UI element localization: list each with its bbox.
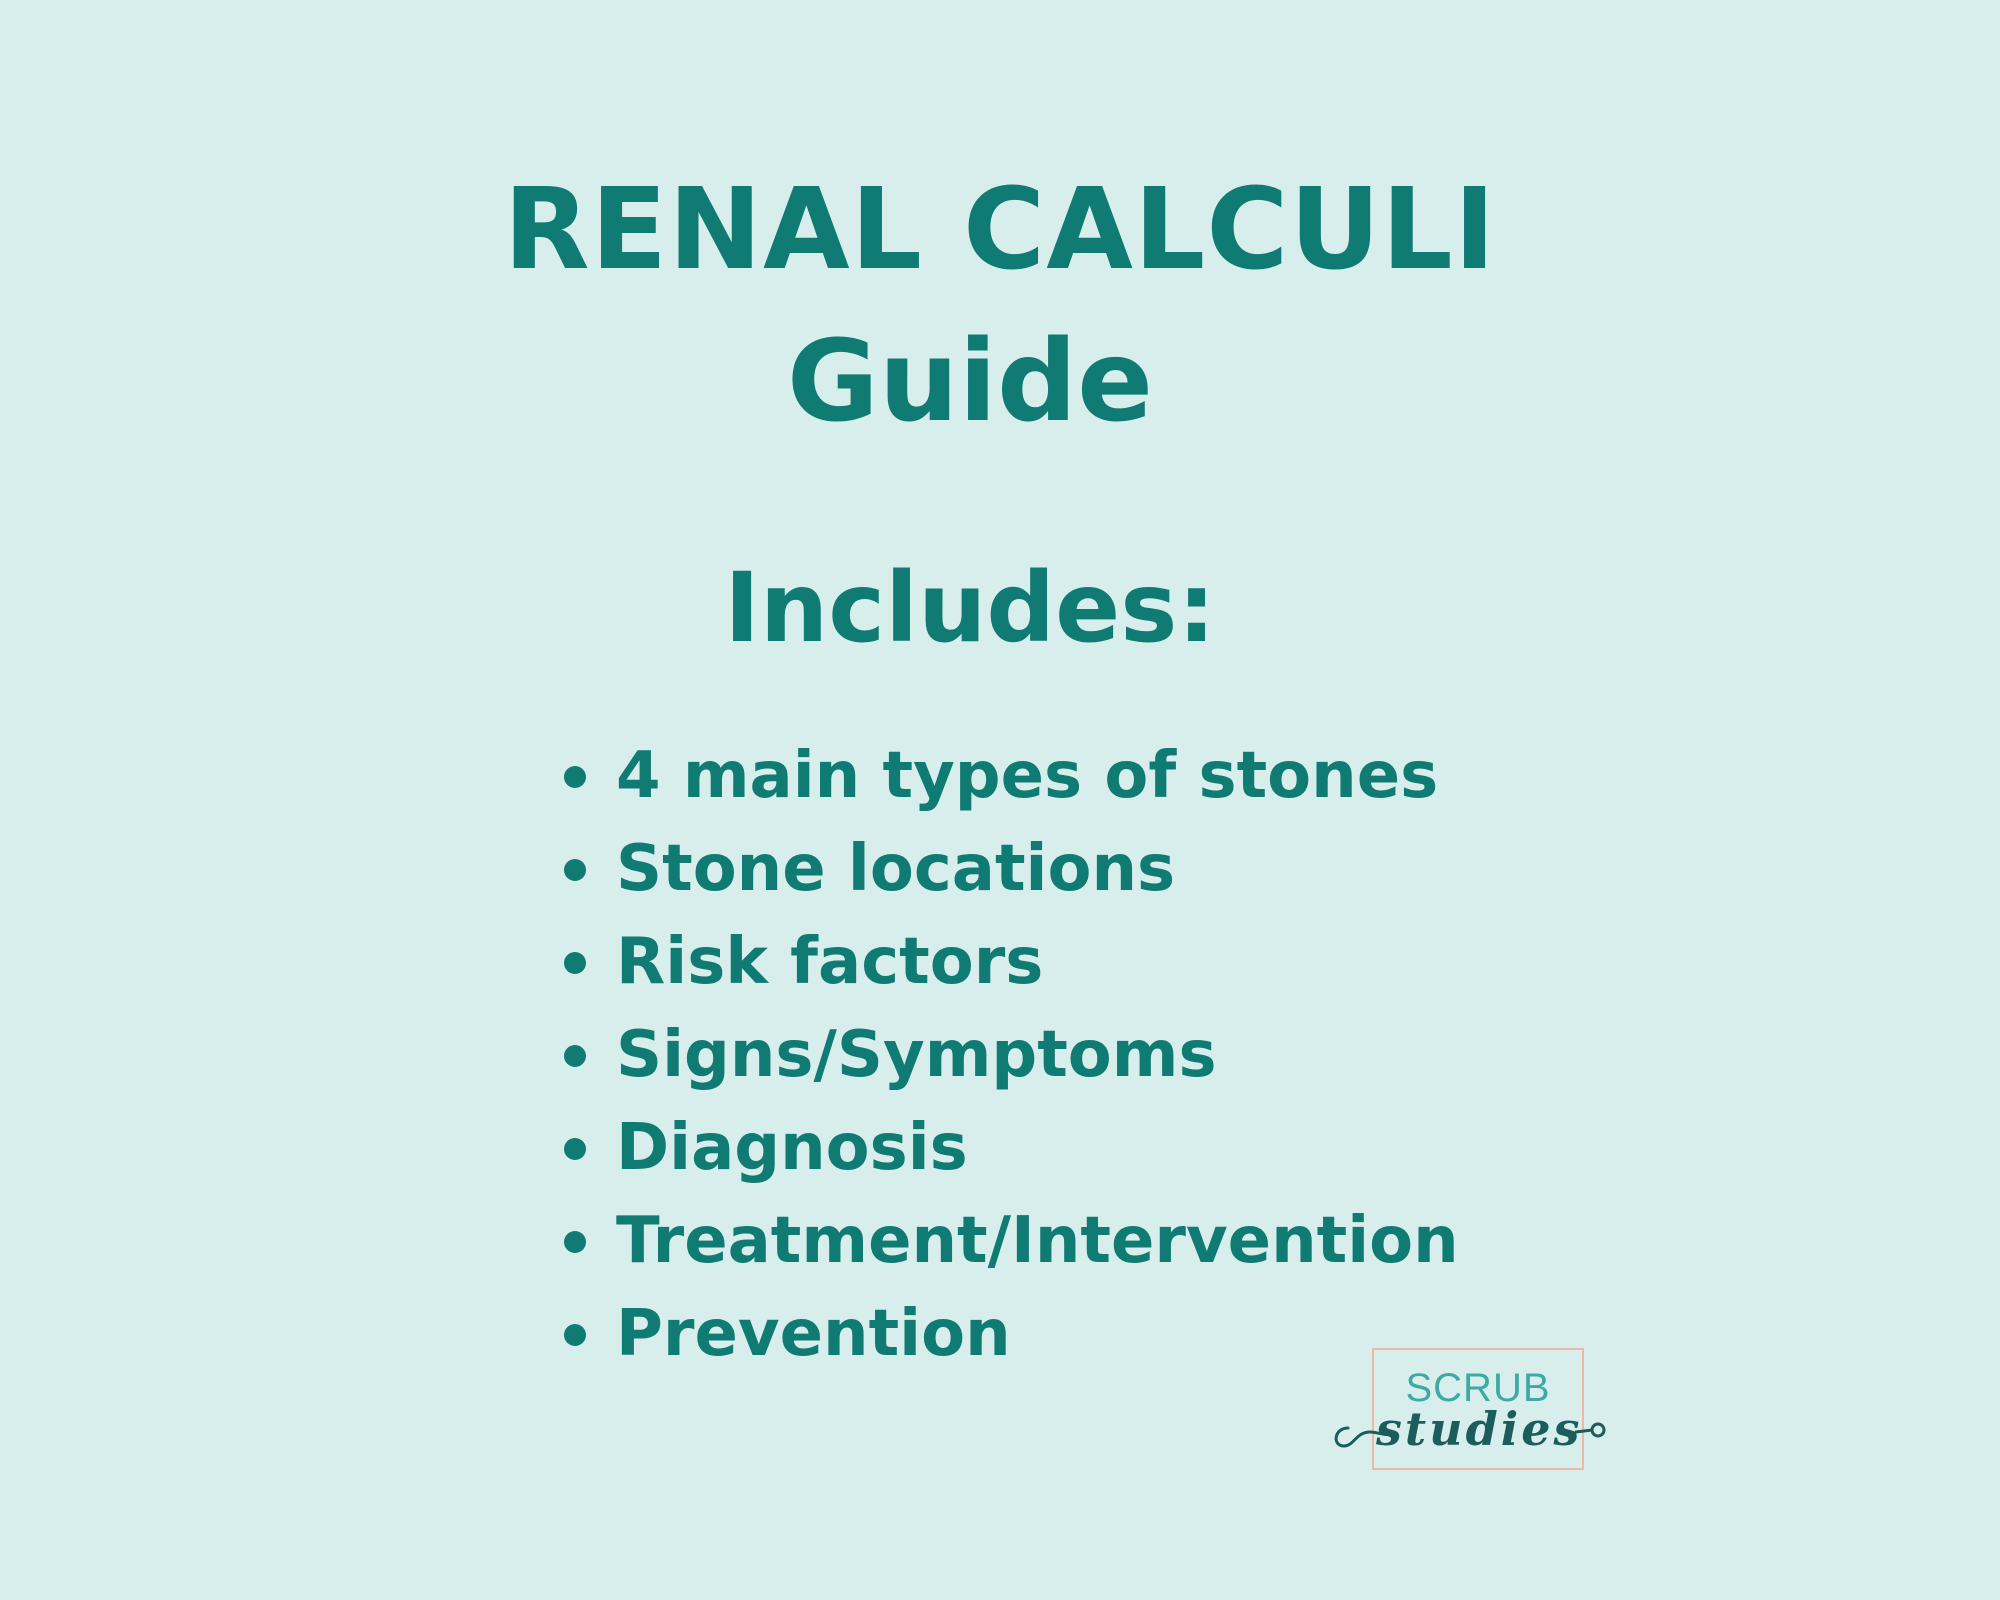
list-item bbox=[556, 823, 1459, 916]
list-item bbox=[556, 1009, 1459, 1102]
list-item bbox=[556, 1102, 1459, 1195]
page-subtitle: Guide bbox=[786, 317, 1154, 447]
bullet-icon bbox=[564, 1231, 586, 1253]
bullet-icon bbox=[564, 1138, 586, 1160]
list-item-label: Stone locations bbox=[616, 832, 1176, 906]
includes-heading: Includes: bbox=[724, 552, 1216, 664]
list-item-label: Diagnosis bbox=[616, 1111, 968, 1185]
list-item bbox=[556, 730, 1459, 823]
list-item-label: Prevention bbox=[616, 1297, 1011, 1371]
list-item-label: Signs/Symptoms bbox=[616, 1018, 1217, 1092]
feature-list bbox=[556, 730, 1459, 1381]
list-item bbox=[556, 1195, 1459, 1288]
list-item-label: Risk factors bbox=[616, 925, 1044, 999]
page-title: RENAL CALCULI bbox=[503, 165, 1497, 295]
logo-word-scrub: SCRUB bbox=[1405, 1366, 1551, 1410]
list-item-label: 4 main types of stones bbox=[616, 739, 1439, 813]
list-item-label: Treatment/Intervention bbox=[616, 1204, 1459, 1278]
bullet-icon bbox=[564, 859, 586, 881]
list-item bbox=[556, 916, 1459, 1009]
logo-word-studies: studies bbox=[1376, 1402, 1583, 1456]
bullet-icon bbox=[564, 952, 586, 974]
bullet-icon bbox=[564, 766, 586, 788]
bullet-icon bbox=[564, 1045, 586, 1067]
list-item bbox=[556, 1288, 1459, 1381]
scrub-studies-logo bbox=[1326, 1346, 1606, 1486]
bullet-icon bbox=[564, 1324, 586, 1346]
